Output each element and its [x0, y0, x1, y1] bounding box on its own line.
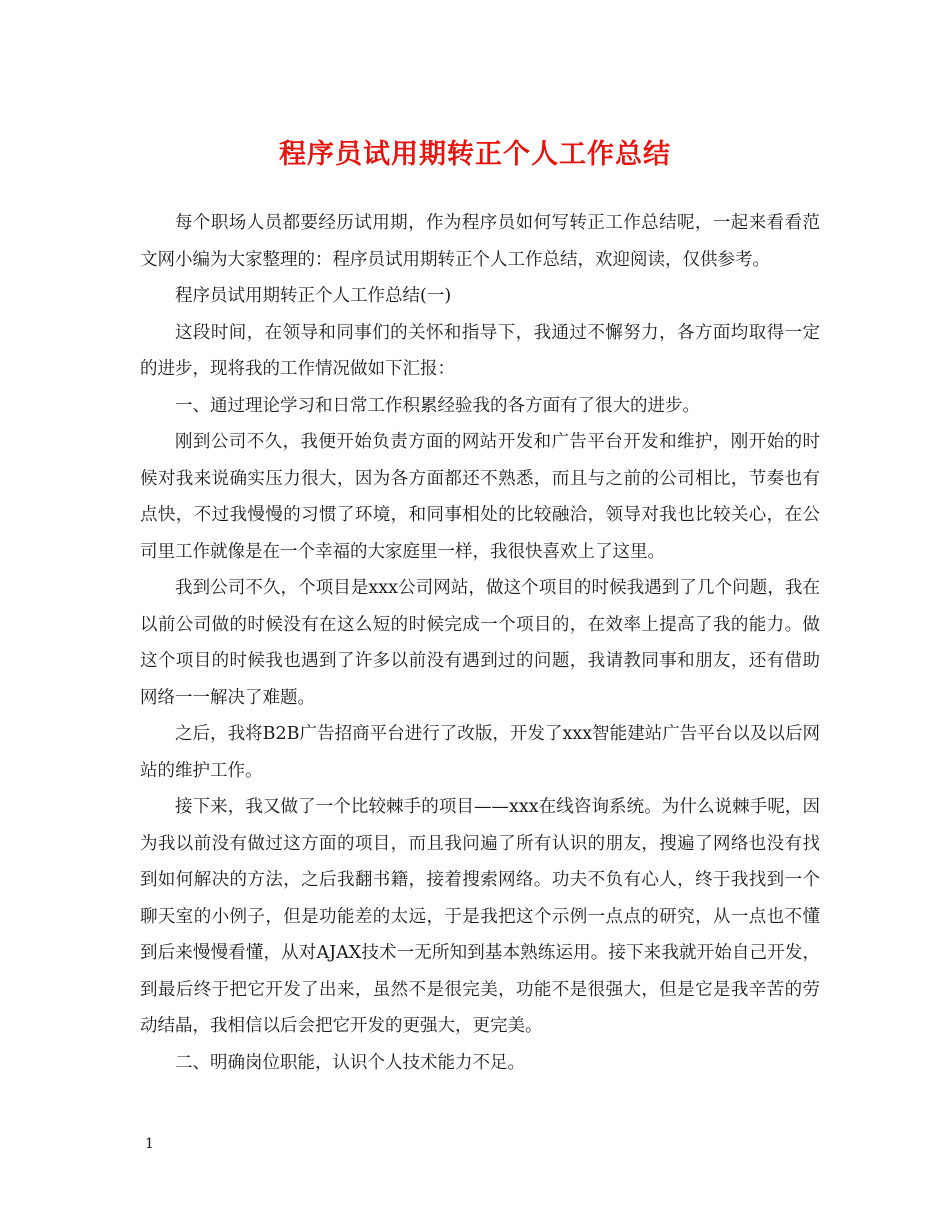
page-number: 1 — [145, 1136, 154, 1152]
paragraph: 二、明确岗位职能，认识个人技术能力不足。 — [175, 1052, 525, 1073]
paragraph: 刚到公司不久，我便开始负责方面的网站开发和广告平台开发和维护，刚开始的时候对我来说确实压力很大，因为各方面都还不熟悉，而且与之前的公司相比，节奏也有点快，不过我慢慢的习惯了环境，和同事相处的比较融洽，领导对我也比较关心，在公司里工作就像是在一个幸福的大家庭里一样，我很快喜欢上了这里。 — [140, 432, 820, 562]
section-heading: 程序员试用期转正个人工作总结(一) — [175, 286, 452, 306]
paragraph: 之后，我将B2B广告招商平台进行了改版，开发了xxx智能建站广告平台以及以后网站的维护工作。 — [140, 724, 820, 781]
document-body — [140, 205, 820, 1081]
paragraph: 我到公司不久，个项目是xxx公司网站，做这个项目的时候我遇到了几个问题，我在以前公司做的时候没有在这么短的时候完成一个项目的，在效率上提高了我的能力。做这个项目的时候我也遇到了许多以前没有遇到过的问题，我请教同事和朋友，还有借助网络一一解决了难题。 — [140, 578, 820, 708]
document-title: 程序员试用期转正个人工作总结 — [279, 139, 671, 170]
paragraph-intro: 每个职场人员都要经历试用期，作为程序员如何写转正工作总结呢，一起来看看范文网小编为大家整理的：程序员试用期转正个人工作总结，欢迎阅读，仅供参考。 — [140, 213, 820, 270]
paragraph: 一、通过理论学习和日常工作积累经验我的各方面有了很大的进步。 — [175, 395, 700, 416]
paragraph: 接下来，我又做了一个比较棘手的项目——xxx在线咨询系统。为什么说棘手呢，因为我以前没有做过这方面的项目，而且我问遍了所有认识的朋友，搜遍了网络也没有找到如何解决的方法，之后我翻书籍，接着搜索网络。功夫不负有心人，终于我找到一个聊天室的小例子，但是功能差的太远，于是我把这个示例一点点的研究，从一点也不懂到后来慢慢看懂，从对AJAX技术一无所知到基本熟练运用。接下来我就开始自己开发，到最后终于把它开发了出来，虽然不是很完美，功能不是很强大，但是它是我辛苦的劳动结晶，我相信以后会把它开发的更强大，更完美。 — [140, 797, 820, 1036]
paragraph: 这段时间，在领导和同事们的关怀和指导下，我通过不懈努力，各方面均取得一定的进步，现将我的工作情况做如下汇报： — [140, 322, 820, 379]
